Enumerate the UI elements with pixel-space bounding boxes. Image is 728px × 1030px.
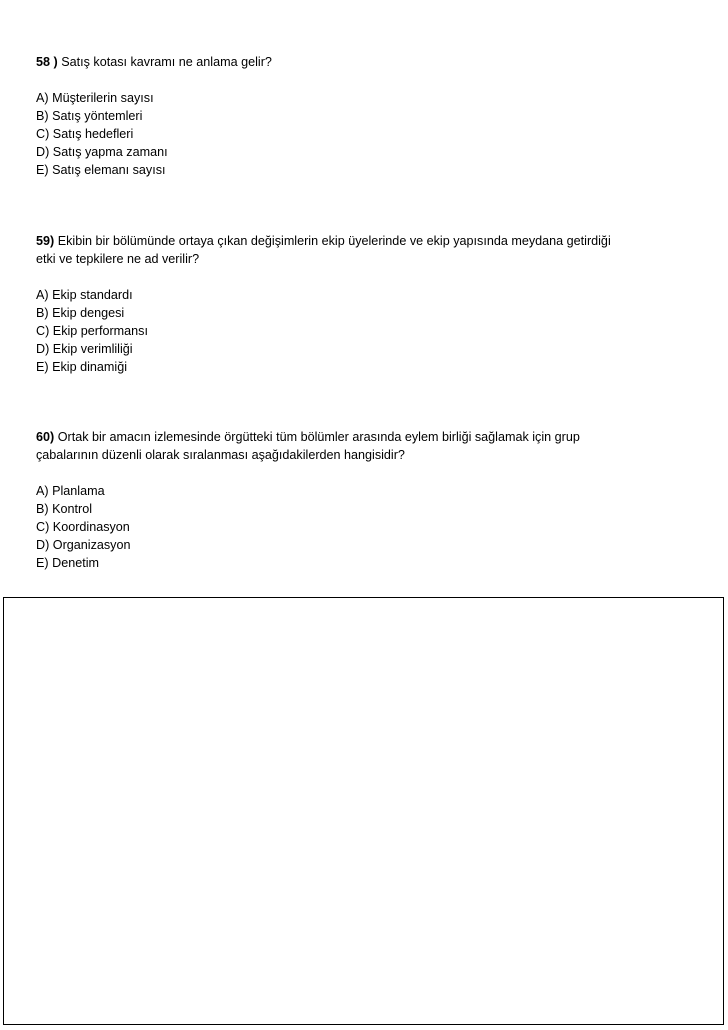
option-d: D) Organizasyon	[36, 538, 131, 552]
option-e: E) Denetim	[36, 556, 99, 570]
option-c: C) Ekip performansı	[36, 324, 148, 338]
answer-options	[36, 89, 686, 179]
option-b: B) Kontrol	[36, 502, 92, 516]
question-text-line1: Ortak bir amacın izlemesinde örgütteki tüm bölümler arasında eylem birliği sağlamak için grup	[54, 430, 580, 444]
option-a: A) Planlama	[36, 484, 105, 498]
question-59	[36, 232, 686, 376]
option-c: C) Koordinasyon	[36, 520, 130, 534]
question-text-line2: çabalarının düzenli olarak sıralanması aşağıdakilerden hangisidir?	[36, 448, 405, 462]
question-text-line1: Ekibin bir bölümünde ortaya çıkan değişimlerin ekip üyelerinde ve ekip yapısında meydana getirdiği	[54, 234, 611, 248]
question-60	[36, 428, 686, 572]
option-a: A) Ekip standardı	[36, 288, 133, 302]
answer-options	[36, 286, 686, 376]
option-b: B) Satış yöntemleri	[36, 109, 143, 123]
question-58	[36, 53, 686, 179]
option-e: E) Satış elemanı sayısı	[36, 163, 166, 177]
option-c: C) Satış hedefleri	[36, 127, 134, 141]
question-text-line2: etki ve tepkilere ne ad verilir?	[36, 252, 200, 266]
question-stem	[36, 53, 686, 71]
question-stem	[36, 232, 686, 268]
option-d: D) Ekip verimliliği	[36, 342, 133, 356]
option-a: A) Müşterilerin sayısı	[36, 91, 154, 105]
option-b: B) Ekip dengesi	[36, 306, 125, 320]
question-number: 59)	[36, 234, 55, 248]
option-d: D) Satış yapma zamanı	[36, 145, 168, 159]
question-number: 58 )	[36, 55, 58, 69]
empty-answer-box	[3, 597, 724, 1025]
question-text: Satış kotası kavramı ne anlama gelir?	[57, 55, 272, 69]
question-stem	[36, 428, 686, 464]
answer-options	[36, 482, 686, 572]
question-number: 60)	[36, 430, 55, 444]
option-e: E) Ekip dinamiği	[36, 360, 127, 374]
